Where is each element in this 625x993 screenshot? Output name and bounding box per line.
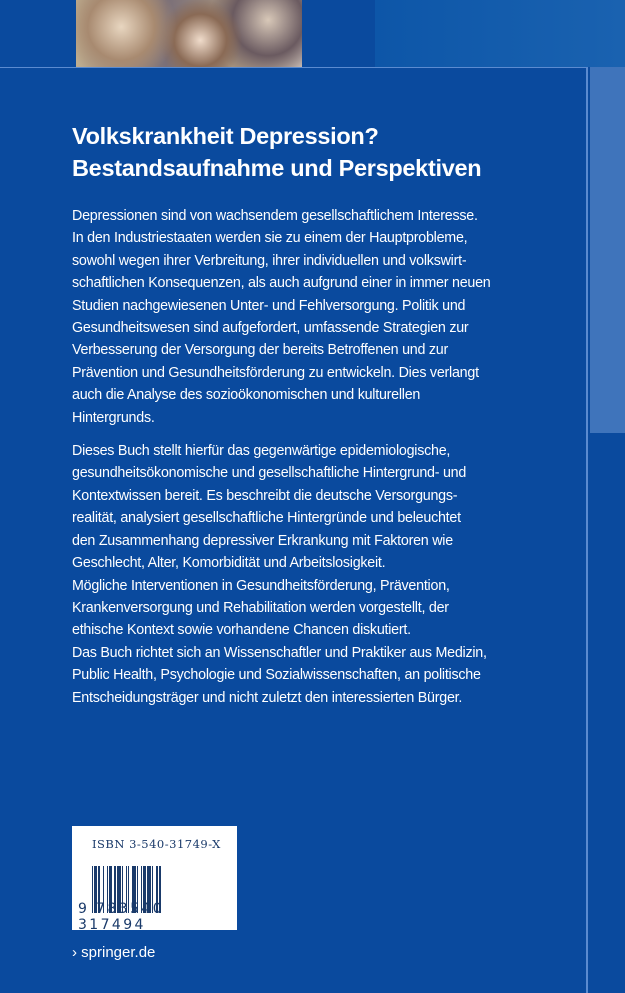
paragraph-1: [72, 205, 572, 429]
text-line: Dieses Buch stellt hierfür das gegenwärtige epidemiologische,: [72, 443, 451, 460]
text-line: Hintergrunds.: [72, 409, 155, 426]
chevron-right-icon: ›: [72, 944, 77, 961]
text-line: den Zusammenhang depressiver Erkrankung mit Faktoren wie: [72, 532, 453, 549]
text-line: Public Health, Psychologie und Sozialwissenschaften, an politische: [72, 667, 481, 684]
background-panel: [375, 0, 625, 67]
isbn-label: ISBN 3-540-31749-X: [92, 837, 221, 851]
text-line: Entscheidungsträger und nicht zuletzt den interessierten Bürger.: [72, 689, 463, 706]
text-line: auch die Analyse des sozioökonomischen und kulturellen: [72, 387, 421, 404]
publisher-link[interactable]: [72, 944, 155, 961]
text-line: Prävention und Gesundheitsförderung zu entwickeln. Dies verlangt: [72, 364, 479, 381]
text-line: Krankenversorgung und Rehabilitation werden vorgestellt, der: [72, 599, 449, 616]
text-line: Depressionen sind von wachsendem gesellschaftlichem Interesse.: [72, 208, 478, 224]
text-line: realität, analysiert gesellschaftliche Hintergründe und beleuchtet: [72, 510, 461, 527]
cover-photo-crowd: [76, 0, 302, 67]
text-line: Das Buch richtet sich an Wissenschaftler und Praktiker aus Medizin,: [72, 644, 487, 661]
text-line: Verbesserung der Versorgung der bereits Betroffenen und zur: [72, 342, 449, 359]
text-line: Geschlecht, Alter, Komorbidität und Arbeitslosigkeit.: [72, 555, 386, 572]
spine-strip-lower: [590, 433, 625, 993]
text-line: Studien nachgewiesenen Unter- und Fehlversorgung. Politik und: [72, 297, 466, 314]
spine-strip: [590, 67, 625, 433]
title-line: Volkskrankheit Depression?: [72, 123, 379, 149]
book-title: [72, 120, 481, 184]
text-line: schaftlichen Konsequenzen, als auch aufgrund einer in immer neuen: [72, 275, 491, 292]
text-line: sowohl wegen ihrer Verbreitung, ihrer individuellen und volkswirt-: [72, 252, 467, 269]
ean-number: 9 783540 317494: [78, 901, 165, 933]
publisher-url: springer.de: [81, 944, 156, 961]
text-line: In den Industriestaaten werden sie zu einem der Hauptprobleme,: [72, 230, 468, 247]
paragraph-2: [72, 440, 572, 709]
text-line: Kontextwissen bereit. Es beschreibt die deutsche Versorgungs-: [72, 487, 458, 504]
text-line: Gesundheitswesen sind aufgefordert, umfassende Strategien zur: [72, 320, 469, 337]
text-line: gesundheitsökonomische und gesellschaftliche Hintergrund- und: [72, 465, 467, 482]
text-line: ethische Kontext sowie vorhandene Chancen diskutiert.: [72, 622, 411, 639]
text-line: Mögliche Interventionen in Gesundheitsförderung, Prävention,: [72, 577, 450, 594]
blurb: [72, 205, 572, 720]
barcode-box: [72, 826, 237, 933]
subtitle-line: Bestandsaufnahme und Perspektiven: [72, 155, 482, 181]
